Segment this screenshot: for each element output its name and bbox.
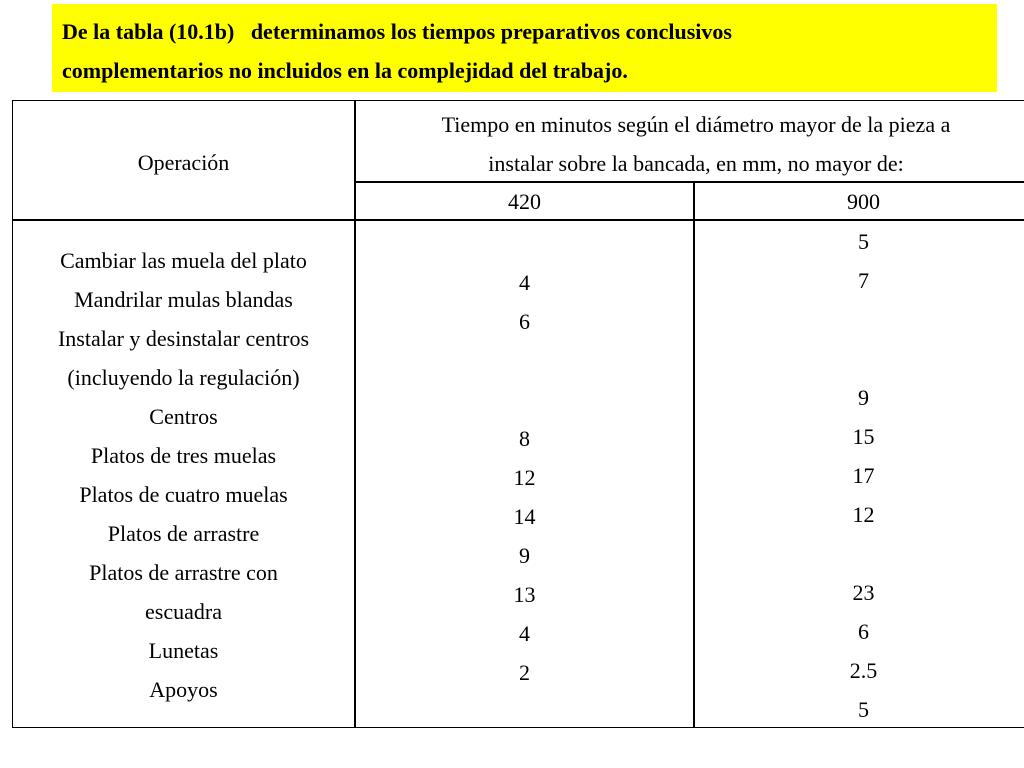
value-900: 17	[852, 463, 875, 488]
header-time-line-1: Tiempo en minutos según el diámetro mayor de la pieza a	[441, 112, 951, 137]
value-420: 6	[519, 309, 530, 334]
value-420: 4	[519, 621, 530, 646]
operation-item: Instalar y desinstalar centros	[57, 326, 310, 351]
operation-item: (incluyendo la regulación)	[67, 365, 300, 390]
operation-item: Platos de cuatro muelas	[79, 482, 288, 507]
value-420: 13	[513, 582, 536, 607]
value-900	[695, 300, 1024, 339]
title-line-2: complementarios no incluidos en la complejidad del trabajo.	[62, 58, 628, 83]
value-900: 5	[858, 229, 869, 254]
time-table	[12, 100, 1024, 728]
value-420: 4	[519, 270, 530, 295]
values-900-list	[695, 222, 1024, 729]
value-420: 8	[519, 426, 530, 451]
values-420-list	[356, 263, 693, 692]
value-420	[356, 341, 693, 380]
title-line-1: De la tabla (10.1b) determinamos los tiempos preparativos conclusivos	[62, 19, 732, 44]
value-900	[695, 339, 1024, 378]
value-900: 12	[852, 502, 875, 527]
operation-item: Apoyos	[149, 677, 218, 702]
header-col-900: 900	[847, 189, 880, 214]
value-900: 6	[858, 619, 869, 644]
operation-item: Platos de tres muelas	[90, 443, 277, 468]
value-420: 12	[513, 465, 536, 490]
operation-item: Lunetas	[148, 638, 219, 663]
operation-item: escuadra	[145, 599, 222, 624]
value-900: 23	[852, 580, 875, 605]
value-900: 15	[852, 424, 875, 449]
title-banner	[52, 4, 997, 92]
header-operation: Operación	[137, 150, 230, 175]
operation-item: Cambiar las muela del plato	[60, 248, 307, 273]
value-900	[695, 534, 1024, 573]
value-420: 9	[519, 543, 530, 568]
header-time-line-2: instalar sobre la bancada, en mm, no mayor de:	[488, 151, 904, 176]
value-420: 2	[519, 660, 530, 685]
operations-list	[13, 241, 354, 709]
value-900: 9	[858, 385, 869, 410]
value-420: 14	[513, 504, 536, 529]
value-900: 7	[858, 268, 869, 293]
operation-item: Platos de arrastre	[107, 521, 260, 546]
value-900: 5	[858, 697, 869, 722]
operation-item: Platos de arrastre con	[89, 560, 278, 585]
operation-item: Centros	[149, 404, 218, 429]
value-900: 2.5	[849, 658, 878, 683]
value-420	[356, 380, 693, 419]
operation-item: Mandrilar mulas blandas	[74, 287, 293, 312]
header-col-420: 420	[508, 189, 541, 214]
